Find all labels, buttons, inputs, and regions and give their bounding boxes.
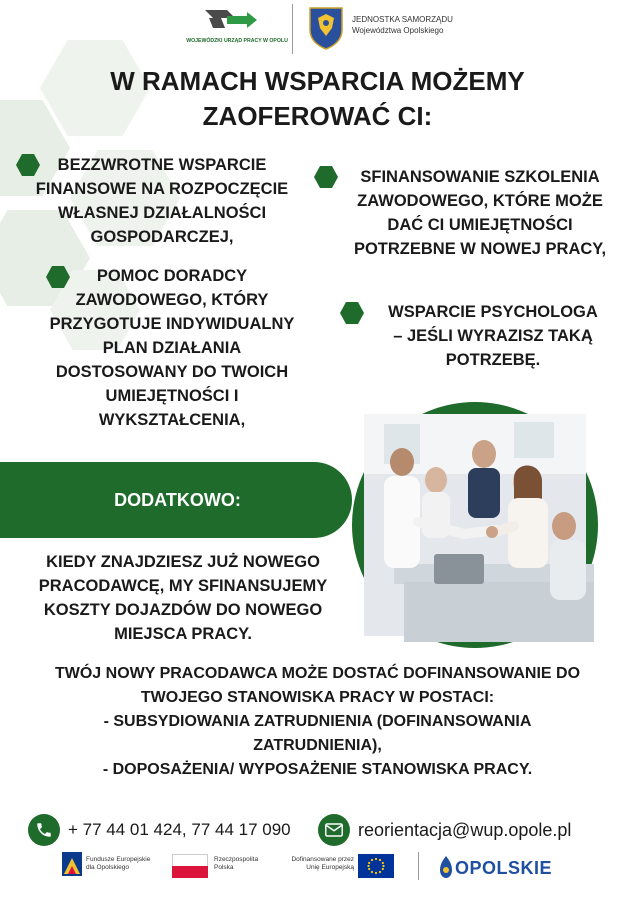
additional-line: MIEJSCA PRACY. xyxy=(114,625,252,643)
title-line-1: W RAMACH WSPARCIA MOŻEMY xyxy=(110,66,525,96)
email-address[interactable]: reorientacja@wup.opole.pl xyxy=(358,820,572,840)
additional-line: PRACODAWCĘ, MY SFINANSUJEMY xyxy=(38,577,328,595)
additional-text xyxy=(22,550,344,646)
employer-line: TWOJEGO STANOWISKA PRACY W POSTACI: xyxy=(140,689,495,706)
pl-flag-icon xyxy=(172,854,208,878)
opolskie-logo-icon xyxy=(440,856,452,878)
offer-line: WSPARCIE PSYCHOLOGA xyxy=(388,303,598,321)
offer-line: UMIEJĘTNOŚCI I xyxy=(105,387,239,405)
offer-item xyxy=(370,300,616,372)
eu-line-1: Dofinansowane przez xyxy=(291,856,354,863)
employer-text xyxy=(2,662,633,782)
rp-logo-text xyxy=(214,856,258,872)
title-line-2: ZAOFEROWAĆ CI: xyxy=(202,101,433,131)
offer-line: WŁASNEJ DZIAŁALNOŚCI xyxy=(57,204,267,222)
photo-illustration xyxy=(364,414,586,636)
employer-line: - DOPOSAŻENIA/ WYPOSAŻENIE STANOWISKA PRACY. xyxy=(102,761,533,778)
additional-line: KIEDY ZNAJDZIESZ JUŻ NOWEGO xyxy=(46,553,320,571)
offer-line: ZAWODOWEGO, KTÓRE MOŻE xyxy=(357,192,603,210)
offer-line: FINANSOWE NA ROZPOCZĘCIE xyxy=(35,180,289,198)
additional-label: DODATKOWO: xyxy=(114,490,241,510)
crest-caption xyxy=(352,14,453,36)
eu-line-2: Unię Europejską xyxy=(306,864,354,871)
additional-line: KOSZTY DOJAZDÓW DO NOWEGO xyxy=(43,601,323,619)
eu-logo-text xyxy=(282,856,354,872)
offer-item xyxy=(330,165,630,261)
offer-line: DOSTOSOWANY DO TWOICH xyxy=(55,363,289,381)
fe-logo-icon xyxy=(62,852,82,876)
page-title xyxy=(60,64,575,134)
fe-logo-text xyxy=(86,856,150,872)
phone-number[interactable]: + 77 44 01 424, 77 44 17 090 xyxy=(68,820,291,839)
offer-line: PRZYGOTUJE INDYWIDUALNY xyxy=(49,315,295,333)
eu-flag-icon xyxy=(358,854,394,878)
team-handshake-photo xyxy=(364,414,586,636)
offer-line: ZAWODOWEGO, KTÓRY xyxy=(75,291,269,309)
offer-line: DAĆ CI UMIEJĘTNOŚCI xyxy=(387,216,573,234)
opolskie-logo-text: OPOLSKIE xyxy=(455,858,553,878)
wup-logo-text: WOJEWÓDZKI URZĄD PRACY W OPOLU xyxy=(186,38,288,44)
footer-divider xyxy=(418,852,419,880)
email-icon[interactable] xyxy=(318,814,350,846)
bullet-hexagon-icon xyxy=(340,302,364,324)
offer-line: SFINANSOWANIE SZKOLENIA xyxy=(360,168,600,186)
offer-line: POTRZEBĘ. xyxy=(445,351,541,369)
employer-line: ZATRUDNIENIA), xyxy=(253,737,382,754)
offer-line: – JEŚLI WYRAZISZ TAKĄ xyxy=(393,327,593,345)
fe-line-2: dla Opolskiego xyxy=(86,864,129,871)
rp-line-1: Rzeczpospolita xyxy=(214,856,259,863)
employer-line: - SUBSYDIOWANIA ZATRUDNIENIA (DOFINANSOWANIA xyxy=(103,713,532,730)
employer-line: TWÓJ NOWY PRACODAWCA MOŻE DOSTAĆ DOFINANSOWANIE DO xyxy=(54,665,581,682)
offer-item xyxy=(22,264,322,432)
offer-line: PLAN DZIAŁANIA xyxy=(102,339,242,357)
offer-line: BEZZWROTNE WSPARCIE xyxy=(57,156,267,174)
offer-line: GOSPODARCZEJ, xyxy=(90,228,234,246)
wup-logo xyxy=(186,6,288,56)
rp-line-2: Polska xyxy=(214,864,234,871)
fe-line-1: Fundusze Europejskie xyxy=(86,856,151,863)
offer-line: POTRZEBNE W NOWEJ PRACY, xyxy=(353,240,607,258)
phone-icon[interactable] xyxy=(28,814,60,846)
wup-logo-icon xyxy=(205,10,257,28)
crest-line-2: Województwa Opolskiego xyxy=(352,26,444,35)
crest-icon xyxy=(308,6,344,50)
crest-line-1: JEDNOSTKA SAMORZĄDU xyxy=(352,15,453,24)
offer-line: WYKSZTAŁCENIA, xyxy=(98,411,246,429)
offer-line: POMOC DORADCY xyxy=(96,267,248,285)
header-divider xyxy=(292,4,293,54)
offer-item xyxy=(18,153,306,249)
